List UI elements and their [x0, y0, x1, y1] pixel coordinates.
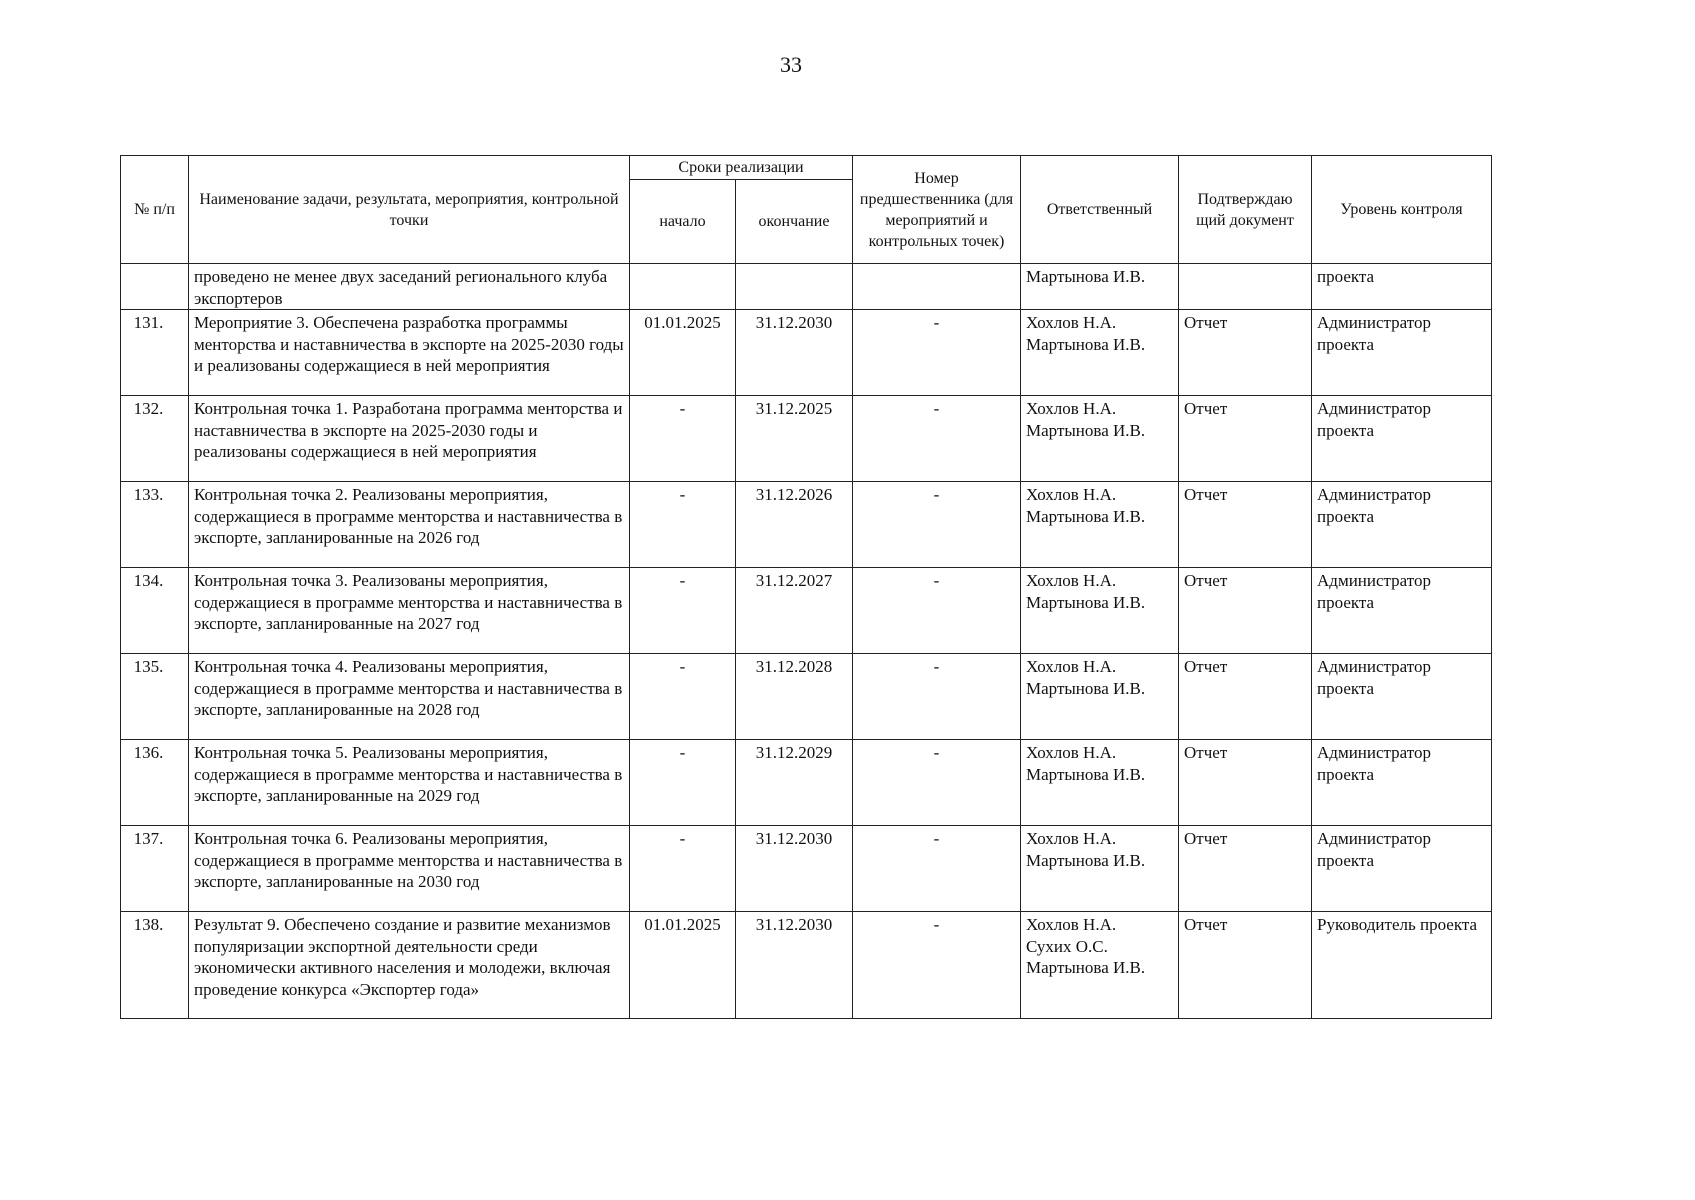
header-control: Уровень контроля	[1312, 156, 1492, 264]
row-start	[630, 264, 736, 310]
row-end: 31.12.2030	[736, 310, 853, 396]
row-num: 133.	[121, 482, 189, 568]
row-document: Отчет	[1179, 826, 1312, 912]
row-control: Администратор проекта	[1312, 740, 1492, 826]
row-num: 131.	[121, 310, 189, 396]
row-responsible: Хохлов Н.А. Мартынова И.В.	[1021, 310, 1179, 396]
row-control: Администратор проекта	[1312, 482, 1492, 568]
row-predecessor: -	[853, 482, 1021, 568]
row-document	[1179, 264, 1312, 310]
row-end: 31.12.2030	[736, 912, 853, 1019]
row-responsible: Хохлов Н.А. Мартынова И.В.	[1021, 826, 1179, 912]
row-end: 31.12.2029	[736, 740, 853, 826]
row-document: Отчет	[1179, 568, 1312, 654]
table-row	[121, 568, 1492, 654]
table-header	[121, 156, 1492, 264]
row-name: Контрольная точка 1. Разработана программа менторства и наставничества в экспорте на 2025-2030 годы и реализованы содержащиеся в ней мероприятия	[189, 396, 630, 482]
row-control: Администратор проекта	[1312, 310, 1492, 396]
header-predecessor: Номер предшественника (для мероприятий и контрольных точек)	[853, 156, 1021, 264]
header-num: № п/п	[121, 156, 189, 264]
row-document: Отчет	[1179, 654, 1312, 740]
row-name: проведено не менее двух заседаний регионального клуба экспортеров	[189, 264, 630, 310]
row-predecessor	[853, 264, 1021, 310]
row-responsible: Мартынова И.В.	[1021, 264, 1179, 310]
row-num: 134.	[121, 568, 189, 654]
row-end: 31.12.2028	[736, 654, 853, 740]
row-control: Руководитель проекта	[1312, 912, 1492, 1019]
row-end	[736, 264, 853, 310]
row-start: -	[630, 826, 736, 912]
row-start: -	[630, 482, 736, 568]
row-document: Отчет	[1179, 912, 1312, 1019]
row-end: 31.12.2026	[736, 482, 853, 568]
row-document: Отчет	[1179, 396, 1312, 482]
row-responsible: Хохлов Н.А. Мартынова И.В.	[1021, 740, 1179, 826]
row-responsible: Хохлов Н.А. Мартынова И.В.	[1021, 482, 1179, 568]
table-row	[121, 482, 1492, 568]
row-predecessor: -	[853, 310, 1021, 396]
header-timeline: Сроки реализации	[630, 156, 853, 180]
row-end: 31.12.2030	[736, 826, 853, 912]
row-num: 137.	[121, 826, 189, 912]
table-row	[121, 264, 1492, 310]
row-responsible: Хохлов Н.А. Мартынова И.В.	[1021, 654, 1179, 740]
table-row	[121, 310, 1492, 396]
row-end: 31.12.2027	[736, 568, 853, 654]
row-predecessor: -	[853, 568, 1021, 654]
row-name: Контрольная точка 2. Реализованы мероприятия, содержащиеся в программе менторства и наставничества в экспорте, запланированные на 2026 год	[189, 482, 630, 568]
row-start: -	[630, 396, 736, 482]
row-name: Результат 9. Обеспечено создание и развитие механизмов популяризации экспортной деятельности среди экономически активного населения и молодежи, включая проведение конкурса «Экспортер года»	[189, 912, 630, 1019]
row-start: -	[630, 654, 736, 740]
row-document: Отчет	[1179, 482, 1312, 568]
row-predecessor: -	[853, 740, 1021, 826]
row-start: -	[630, 568, 736, 654]
row-name: Контрольная точка 5. Реализованы мероприятия, содержащиеся в программе менторства и наставничества в экспорте, запланированные на 2029 год	[189, 740, 630, 826]
row-responsible: Хохлов Н.А. Мартынова И.В.	[1021, 568, 1179, 654]
table-row	[121, 654, 1492, 740]
row-control: Администратор проекта	[1312, 826, 1492, 912]
row-control: проекта	[1312, 264, 1492, 310]
row-responsible: Хохлов Н.А. Сухих О.С. Мартынова И.В.	[1021, 912, 1179, 1019]
row-responsible: Хохлов Н.А. Мартынова И.В.	[1021, 396, 1179, 482]
header-end: окончание	[736, 180, 853, 264]
project-plan-table	[120, 155, 1492, 1019]
row-document: Отчет	[1179, 310, 1312, 396]
row-control: Администратор проекта	[1312, 654, 1492, 740]
row-predecessor: -	[853, 654, 1021, 740]
row-end: 31.12.2025	[736, 396, 853, 482]
table-row	[121, 740, 1492, 826]
table-row	[121, 396, 1492, 482]
page-number: 33	[780, 52, 802, 77]
header-responsible: Ответственный	[1021, 156, 1179, 264]
row-name: Контрольная точка 6. Реализованы мероприятия, содержащиеся в программе менторства и наставничества в экспорте, запланированные на 2030 год	[189, 826, 630, 912]
row-name: Мероприятие 3. Обеспечена разработка программы менторства и наставничества в экспорте на 2025-2030 годы и реализованы содержащиеся в ней мероприятия	[189, 310, 630, 396]
row-start: 01.01.2025	[630, 310, 736, 396]
header-name: Наименование задачи, результата, мероприятия, контрольной точки	[189, 156, 630, 264]
header-start: начало	[630, 180, 736, 264]
table-row	[121, 912, 1492, 1019]
table-body	[121, 264, 1492, 1019]
row-start: -	[630, 740, 736, 826]
row-num: 135.	[121, 654, 189, 740]
row-num: 136.	[121, 740, 189, 826]
row-num: 132.	[121, 396, 189, 482]
row-control: Администратор проекта	[1312, 396, 1492, 482]
row-control: Администратор проекта	[1312, 568, 1492, 654]
row-name: Контрольная точка 3. Реализованы мероприятия, содержащиеся в программе менторства и наставничества в экспорте, запланированные на 2027 год	[189, 568, 630, 654]
row-name: Контрольная точка 4. Реализованы мероприятия, содержащиеся в программе менторства и наставничества в экспорте, запланированные на 2028 год	[189, 654, 630, 740]
row-predecessor: -	[853, 826, 1021, 912]
header-document: Подтверждаю щий документ	[1179, 156, 1312, 264]
row-num: 138.	[121, 912, 189, 1019]
row-start: 01.01.2025	[630, 912, 736, 1019]
row-document: Отчет	[1179, 740, 1312, 826]
row-predecessor: -	[853, 912, 1021, 1019]
table-row	[121, 826, 1492, 912]
row-num	[121, 264, 189, 310]
row-predecessor: -	[853, 396, 1021, 482]
